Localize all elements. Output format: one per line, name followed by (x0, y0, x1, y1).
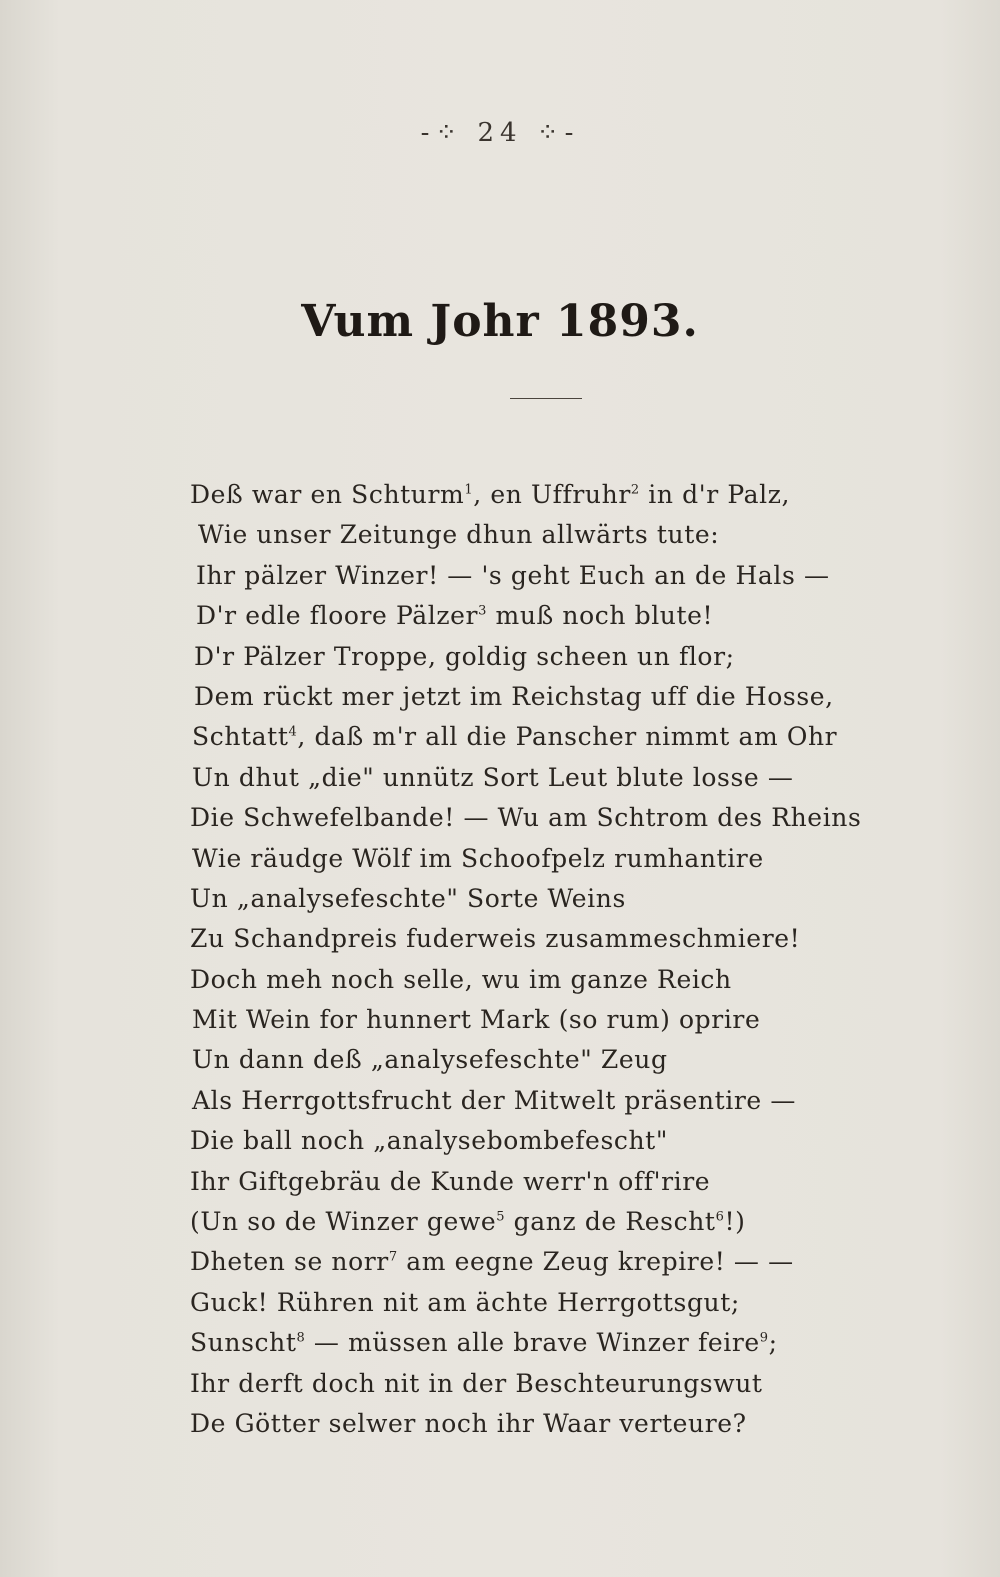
poem-line (190, 960, 910, 1000)
poem-line (190, 1323, 910, 1363)
footnote-marker: 5 (496, 1209, 506, 1225)
poem-line-text: am eegne Zeug krepire! — — (397, 1247, 794, 1277)
poem-line (190, 556, 910, 596)
poem-line-text: Die ball noch „analysebombefescht" (190, 1126, 668, 1156)
poem-line-text: Schtatt (192, 722, 289, 752)
poem-line-text: ; (768, 1328, 778, 1358)
title-divider (510, 398, 582, 399)
footnote-marker: 4 (288, 725, 298, 741)
poem-line-text: D'r edle floore Pälzer (196, 601, 479, 631)
footnote-marker: 2 (630, 482, 640, 498)
footnote-marker: 3 (478, 603, 487, 619)
poem-title: Vum Johr 1893. (301, 296, 699, 347)
poem-line-text: Un dann deß „analysefeschte" Zeug (192, 1045, 668, 1075)
poem-line-text: Ihr Giftgebräu de Kunde werr'n off'rire (190, 1166, 711, 1196)
poem-line-text: — müssen alle brave Winzer feire (305, 1328, 760, 1358)
poem-line-text: Als Herrgottsfrucht der Mitwelt präsentire — (192, 1085, 796, 1115)
poem-line-text: Doch meh noch selle, wu im ganze Reich (190, 964, 732, 994)
poem-line-text: Dheten se norr (190, 1247, 389, 1277)
poem-line (190, 1364, 910, 1404)
poem-line-text: De Götter selwer noch ihr Waar verteure? (190, 1408, 747, 1438)
poem-line (190, 515, 910, 555)
poem-line (190, 1242, 910, 1282)
poem-line (190, 596, 910, 636)
poem-line-text: Wie räudge Wölf im Schoofpelz rumhantire (192, 843, 764, 873)
poem-line (190, 1040, 910, 1080)
poem-line-text: (Un so de Winzer gewe (190, 1207, 497, 1237)
poem-line (190, 637, 910, 677)
poem-line-text: Dem rückt mer jetzt im Reichstag uff die Hosse, (194, 681, 834, 711)
poem-line (190, 879, 910, 919)
poem-line (190, 677, 910, 717)
poem-line (190, 717, 910, 757)
footnote-marker: 8 (296, 1330, 306, 1346)
footnote-marker: 1 (464, 482, 474, 498)
poem-line (190, 475, 910, 515)
poem-line-text: Un dhut „die" unnütz Sort Leut blute losse — (192, 762, 794, 792)
poem-line (190, 1202, 910, 1242)
poem-line-text: Deß war en Schturm (190, 480, 465, 509)
poem-line (190, 798, 910, 838)
footnote-marker: 9 (759, 1330, 769, 1346)
poem-line (190, 758, 910, 798)
poem-line-text: , en Uffruhr (473, 480, 631, 509)
poem-line (190, 1404, 910, 1444)
poem-line-text: in d'r Palz, (639, 480, 791, 509)
poem-line-text: Mit Wein for hunnert Mark (so rum) oprire (192, 1005, 761, 1035)
poem-line-text: Wie unser Zeitunge dhun allwärts tute: (198, 520, 720, 550)
poem-line-text: muß noch blute! (486, 601, 714, 631)
poem-line-text: Ihr pälzer Winzer! — 's geht Euch an de Hals — (196, 560, 830, 590)
poem-line (190, 1081, 910, 1121)
poem-body (190, 475, 910, 1444)
page-number: -⁘ 24 ⁘- (420, 118, 580, 148)
poem-line (190, 839, 910, 879)
poem-line (190, 1162, 910, 1202)
poem-line-text: Die Schwefelbande! — Wu am Schtrom des Rheins (190, 803, 862, 833)
poem-line-text: , daß m'r all die Panscher nimmt am Ohr (297, 722, 838, 752)
poem-line-text: Zu Schandpreis fuderweis zusammeschmiere! (190, 924, 801, 954)
poem-line-text: Guck! Rühren nit am ächte Herrgottsgut; (190, 1287, 740, 1317)
poem-line (190, 919, 910, 959)
footnote-marker: 6 (715, 1209, 725, 1225)
poem-line-text: ganz de Rescht (505, 1207, 716, 1237)
poem-line-text: Un „analysefeschte" Sorte Weins (190, 883, 626, 913)
poem-line (190, 1283, 910, 1323)
footnote-marker: 7 (388, 1250, 398, 1266)
poem-line (190, 1121, 910, 1161)
poem-line (190, 1000, 910, 1040)
poem-line-text: D'r Pälzer Troppe, goldig scheen un flor; (194, 641, 735, 671)
poem-line-text: Ihr derft doch nit in der Beschteurungswut (190, 1368, 763, 1398)
poem-line-text: !) (724, 1207, 746, 1237)
poem-line-text: Sunscht (190, 1328, 297, 1358)
